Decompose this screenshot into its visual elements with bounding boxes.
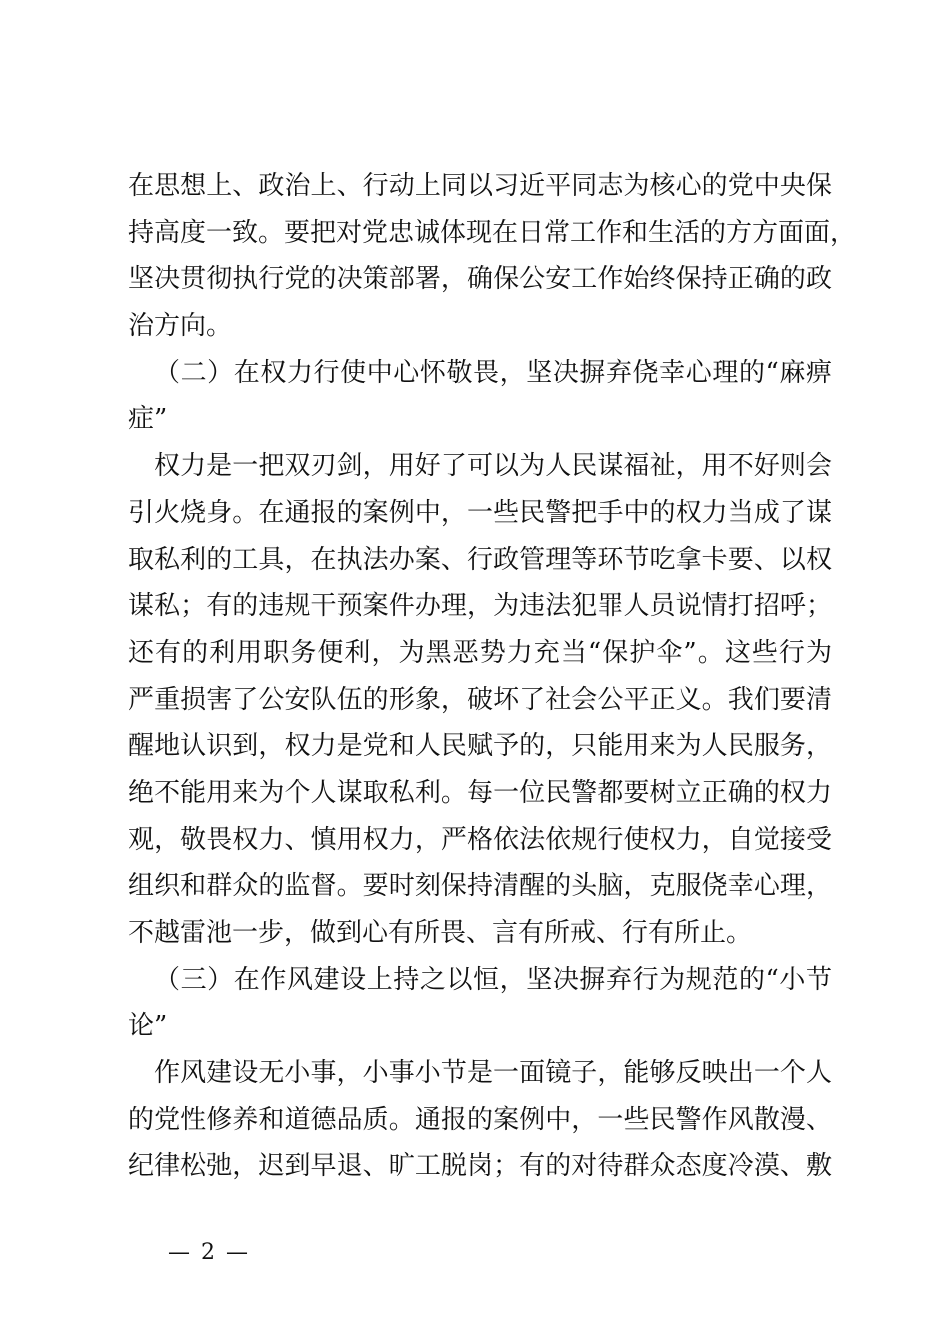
text-line: 纪律松弛，迟到早退、旷工脱岗；有的对待群众态度冷漠、敷: [128, 1151, 832, 1182]
text-line: 在思想上、政治上、行动上同以习近平同志为核心的党中央保: [128, 171, 832, 201]
paragraph: [128, 957, 832, 1050]
text-line: 症”: [128, 404, 168, 435]
text-line: 绝不能用来为个人谋取私利。每一位民警都要树立正确的权力: [128, 777, 832, 808]
page-number: — 2 —: [168, 1240, 250, 1265]
text-line: 组织和群众的监督。要时刻保持清醒的头脑，克服侥幸心理，: [128, 871, 832, 902]
text-line: （二）在权力行使中心怀敬畏，坚决摒弃侥幸心理的“麻痹: [154, 357, 832, 388]
text-line: 的党性修养和道德品质。通报的案例中，一些民警作风散漫、: [128, 1104, 832, 1135]
text-line: 谋私；有的违规干预案件办理，为违法犯罪人员说情打招呼；: [128, 591, 832, 622]
paragraph: [128, 163, 857, 350]
text-line: 论”: [128, 1011, 168, 1042]
text-line: （三）在作风建设上持之以恒，坚决摒弃行为规范的“小节: [154, 964, 832, 995]
paragraph: [128, 1050, 832, 1190]
document-body: [128, 163, 857, 1190]
text-line: 观，敬畏权力、慎用权力，严格依法依规行使权力，自觉接受: [128, 824, 832, 855]
text-line: 坚决贯彻执行党的决策部署，确保公安工作始终保持正确的政: [128, 264, 832, 295]
text-line: 还有的利用职务便利，为黑恶势力充当“保护伞”。这些行为: [128, 637, 832, 668]
paragraph: [128, 443, 832, 957]
text-line: 引火烧身。在通报的案例中，一些民警把手中的权力当成了谋: [128, 497, 832, 528]
text-line: 权力是一把双刃剑，用好了可以为人民谋福祉，用不好则会: [154, 451, 832, 482]
text-line: 严重损害了公安队伍的形象，破坏了社会公平正义。我们要清: [128, 684, 832, 715]
paragraph: [128, 350, 832, 443]
text-line: 治方向。: [128, 311, 233, 342]
text-line: 持高度一致。要把对党忠诚体现在日常工作和生活的方方面面，: [128, 217, 857, 248]
text-line: 作风建设无小事，小事小节是一面镜子，能够反映出一个人: [154, 1058, 832, 1089]
text-line: 醒地认识到，权力是党和人民赋予的，只能用来为人民服务，: [128, 731, 832, 762]
text-line: 取私利的工具，在执法办案、行政管理等环节吃拿卡要、以权: [128, 544, 832, 575]
text-line: 不越雷池一步，做到心有所畏、言有所戒、行有所止。: [128, 918, 753, 948]
